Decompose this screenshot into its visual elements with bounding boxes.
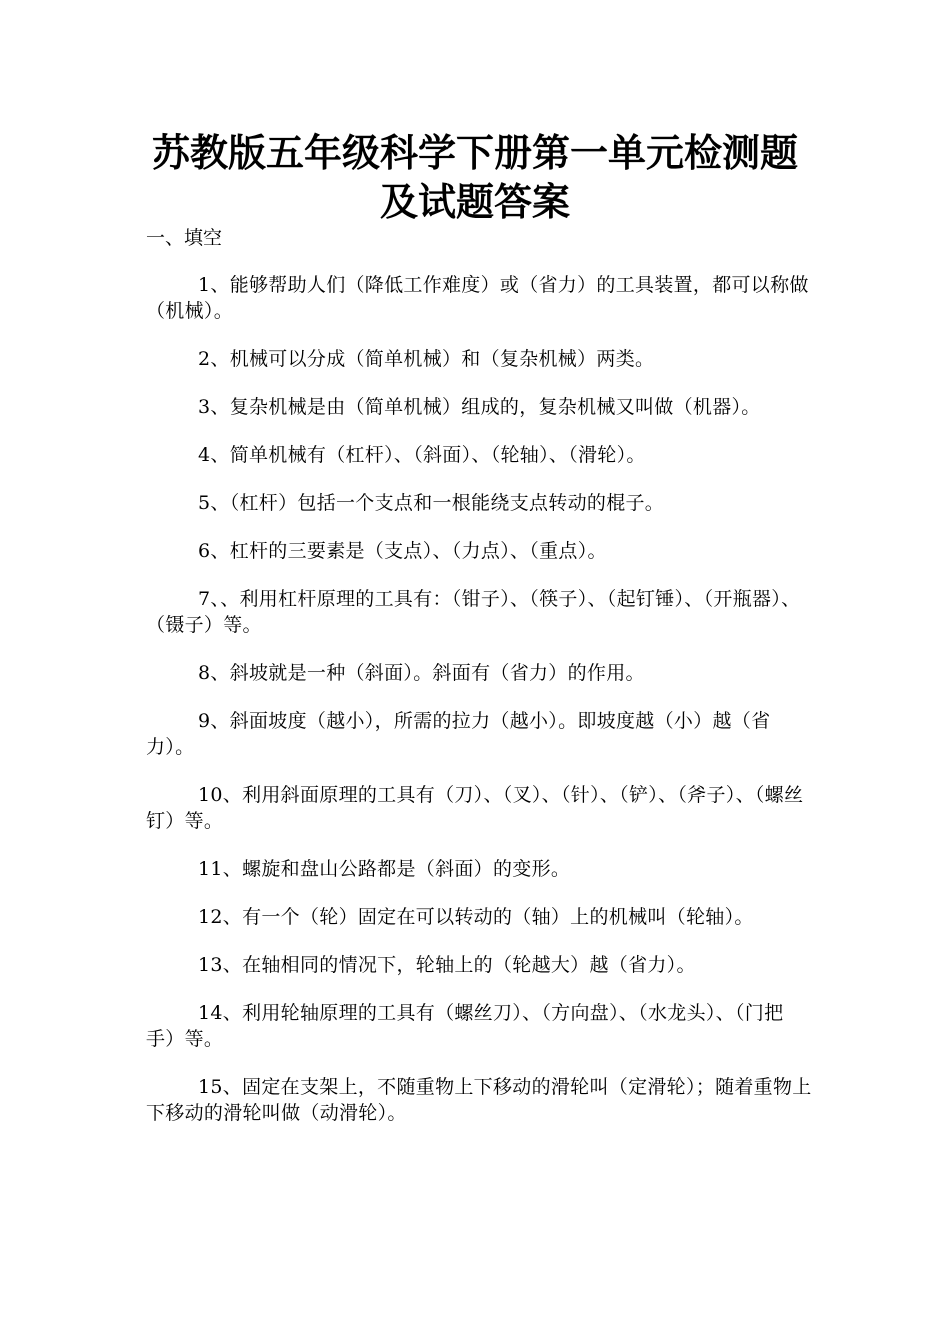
question-item-2: 2、机械可以分成（简单机械）和（复杂机械）两类。 <box>198 348 655 370</box>
question-item-5: 5、（杠杆）包括一个支点和一根能绕支点转动的棍子。 <box>198 492 665 514</box>
question-item-13: 13、在轴相同的情况下，轮轴上的（轮越大）越（省力）。 <box>198 954 696 976</box>
question-item-4: 4、简单机械有（杠杆）、（斜面）、（轮轴）、（滑轮）。 <box>198 444 646 466</box>
question-list <box>146 272 812 1148</box>
question-item-1: 1、能够帮助人们（降低工作难度）或（省力）的工具装置，都可以称做（机械）。 <box>146 274 809 322</box>
question-item-12: 12、有一个（轮）固定在可以转动的（轴）上的机械叫（轮轴）。 <box>198 906 754 928</box>
question-item-9: 9、斜面坡度（越小），所需的拉力（越小）。即坡度越（小）越（省力）。 <box>146 710 771 758</box>
document-title-line-2: 及试题答案 <box>379 180 570 224</box>
question-item-10: 10、利用斜面原理的工具有（刀）、（叉）、（针）、（铲）、（斧子）、（螺丝钉）等。 <box>146 784 804 832</box>
question-item-14: 14、利用轮轴原理的工具有（螺丝刀）、（方向盘）、（水龙头）、（门把手）等。 <box>146 1002 784 1050</box>
question-item-6: 6、杠杆的三要素是（支点）、（力点）、（重点）。 <box>198 540 607 562</box>
question-item-3: 3、复杂机械是由（简单机械）组成的，复杂机械又叫做（机器）。 <box>198 396 761 418</box>
question-item-11: 11、螺旋和盘山公路都是（斜面）的变形。 <box>198 858 571 880</box>
question-item-7: 7、、利用杠杆原理的工具有：（钳子）、（筷子）、（起钉锤）、（开瓶器）、（镊子）等。 <box>146 588 801 636</box>
section-heading-fill-in: 一、填空 <box>146 227 223 249</box>
question-item-8: 8、斜坡就是一种（斜面）。斜面有（省力）的作用。 <box>198 662 645 684</box>
question-item-15: 15、固定在支架上，不随重物上下移动的滑轮叫（定滑轮）；随着重物上下移动的滑轮叫做（动滑轮）。 <box>146 1076 812 1124</box>
document-title-line-1: 苏教版五年级科学下册第一单元检测题 <box>151 131 798 175</box>
